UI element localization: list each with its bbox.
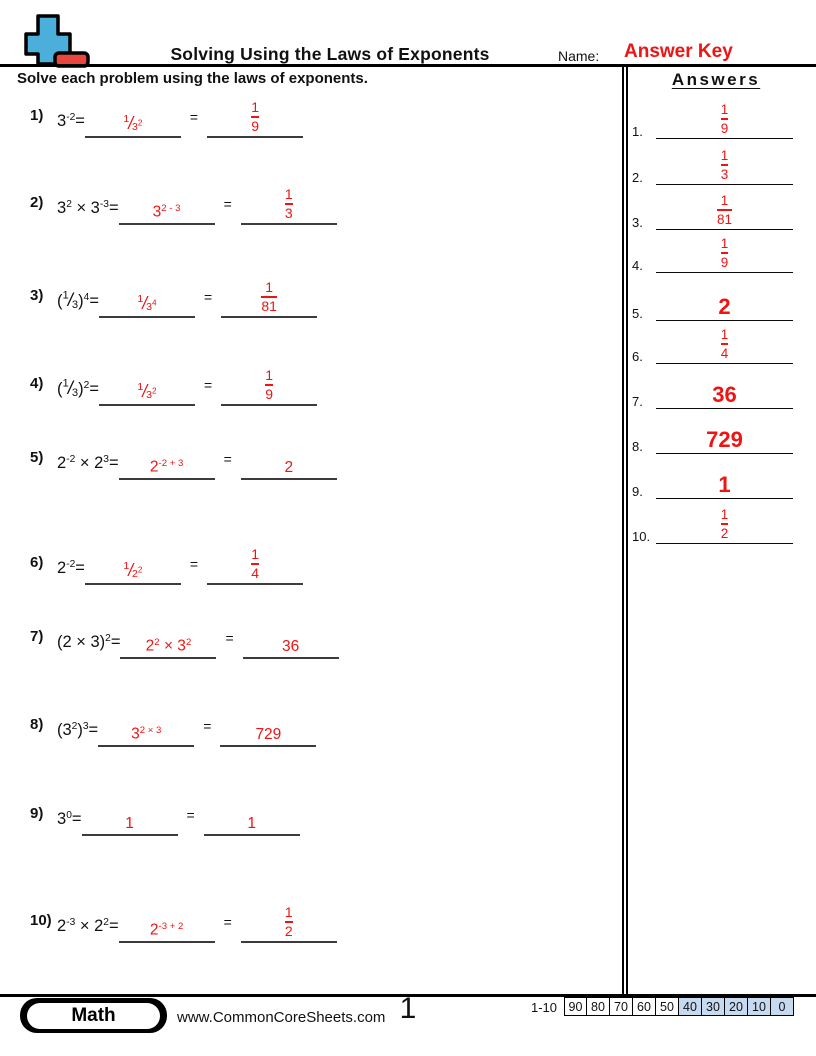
problem-expression bbox=[57, 289, 99, 311]
equals-sign: = bbox=[203, 718, 212, 734]
denominator: 2 bbox=[284, 923, 293, 939]
numerator: 1 bbox=[720, 507, 729, 523]
denominator: 9 bbox=[265, 386, 274, 402]
denominator: 81 bbox=[261, 298, 277, 314]
numerator: 1 bbox=[251, 546, 259, 563]
numerator: 1 bbox=[720, 193, 729, 209]
exponent: 4 bbox=[83, 292, 90, 304]
answer-row bbox=[630, 459, 796, 499]
math-text: ( bbox=[57, 379, 63, 398]
fraction-bar bbox=[721, 252, 729, 254]
slash-fraction bbox=[137, 292, 157, 314]
problem-expression bbox=[57, 633, 120, 652]
work-answer bbox=[131, 726, 161, 745]
denominator-exponent: 2 bbox=[137, 565, 143, 575]
header-rule bbox=[0, 64, 816, 67]
equals-sign: = bbox=[203, 289, 213, 305]
fraction-slash: / bbox=[142, 292, 148, 313]
work-blank bbox=[85, 96, 181, 138]
score-cell: 50 bbox=[656, 997, 679, 1016]
exponent: -3 bbox=[99, 199, 109, 211]
problem-number: 9) bbox=[30, 805, 44, 822]
answer-value bbox=[656, 149, 793, 181]
math-text: 2 bbox=[149, 458, 159, 476]
answer-value bbox=[656, 384, 793, 406]
answer-row bbox=[630, 233, 796, 273]
page-number: 1 bbox=[399, 992, 417, 1025]
equals-sign: = bbox=[186, 807, 195, 823]
equals-sign: = bbox=[203, 377, 213, 393]
answer-number: 9. bbox=[632, 484, 643, 499]
work-answer bbox=[123, 113, 142, 136]
work-answer bbox=[146, 638, 192, 657]
math-text: 3 bbox=[152, 203, 162, 221]
answer-value bbox=[656, 328, 793, 360]
answer-line bbox=[656, 138, 793, 139]
fraction-slash: / bbox=[142, 380, 148, 401]
answer-value bbox=[656, 103, 793, 135]
math-text: × 2 bbox=[75, 454, 104, 472]
math-text: ) bbox=[78, 291, 84, 310]
answer-number: 5. bbox=[632, 306, 643, 321]
problem-expression bbox=[57, 377, 99, 399]
slash-fraction bbox=[123, 559, 143, 581]
problem-number: 8) bbox=[30, 716, 44, 733]
problem-row bbox=[30, 96, 303, 138]
math-text: 1 bbox=[247, 814, 257, 832]
numerator: 1 bbox=[265, 279, 274, 296]
exponent: -3 + 2 bbox=[158, 920, 184, 932]
answer-row bbox=[630, 504, 796, 544]
problem-expression bbox=[57, 199, 119, 218]
stacked-fraction bbox=[261, 280, 277, 313]
problem-number: 2) bbox=[30, 194, 44, 211]
problem-expression bbox=[57, 559, 85, 578]
work-blank bbox=[98, 705, 194, 747]
stacked-fraction bbox=[265, 368, 273, 401]
numerator: 1 bbox=[284, 904, 293, 921]
website-text: www.CommonCoreSheets.com bbox=[177, 1009, 386, 1026]
math-text: 1 bbox=[718, 472, 731, 497]
exponent: 2 bbox=[66, 199, 72, 211]
fraction-bar bbox=[721, 343, 729, 345]
exponent: -2 bbox=[66, 454, 76, 466]
answer-line bbox=[656, 272, 793, 273]
problem-number: 6) bbox=[30, 554, 44, 571]
math-text: 2 bbox=[284, 458, 294, 476]
name-label: Name: bbox=[558, 48, 600, 64]
work-blank bbox=[85, 543, 181, 585]
denominator: 9 bbox=[251, 118, 259, 134]
math-text: (3 bbox=[57, 721, 72, 739]
numerator: 1 bbox=[123, 559, 130, 572]
numerator: 1 bbox=[720, 148, 729, 164]
math-text: 2 bbox=[149, 921, 159, 939]
stacked-fraction bbox=[717, 194, 732, 226]
score-cell: 70 bbox=[610, 997, 633, 1016]
work-answer bbox=[153, 204, 181, 223]
numerator: 1 bbox=[720, 327, 729, 343]
result-answer bbox=[284, 460, 293, 479]
result-answer bbox=[251, 100, 259, 136]
math-text: ) bbox=[78, 379, 84, 398]
score-cell: 60 bbox=[633, 997, 656, 1016]
fraction-slash: / bbox=[128, 112, 134, 133]
subject-label: Math bbox=[27, 1003, 160, 1029]
math-text: = bbox=[75, 112, 85, 130]
exponent: -2 bbox=[66, 559, 76, 571]
numerator: 1 bbox=[265, 367, 274, 384]
problem-number: 3) bbox=[30, 287, 44, 304]
result-blank bbox=[221, 276, 317, 318]
stacked-fraction bbox=[285, 905, 293, 938]
math-text: = bbox=[110, 633, 121, 651]
score-cell: 30 bbox=[702, 997, 725, 1016]
stacked-fraction bbox=[721, 328, 729, 360]
fraction-slash: / bbox=[67, 376, 73, 398]
math-text: × 3 bbox=[159, 637, 186, 655]
math-text: = bbox=[108, 917, 119, 935]
problem-row bbox=[30, 438, 337, 480]
equals-sign: = bbox=[189, 556, 199, 572]
answer-value bbox=[656, 296, 793, 318]
equals-sign: = bbox=[223, 451, 232, 467]
problem-row bbox=[30, 617, 339, 659]
answer-value bbox=[656, 429, 793, 451]
subject-badge bbox=[20, 998, 167, 1033]
answer-value bbox=[656, 474, 793, 496]
instruction-text: Solve each problem using the laws of exponents. bbox=[17, 70, 368, 87]
answer-line bbox=[656, 184, 793, 185]
problem-number: 7) bbox=[30, 628, 44, 645]
math-text: = bbox=[71, 810, 82, 828]
problem-expression bbox=[57, 454, 119, 473]
answer-number: 3. bbox=[632, 215, 643, 230]
work-blank bbox=[120, 617, 216, 659]
math-text: = bbox=[88, 721, 99, 739]
stacked-fraction bbox=[721, 508, 729, 540]
problem-expression bbox=[57, 917, 119, 936]
answer-value bbox=[656, 194, 793, 226]
exponent: 3 bbox=[82, 721, 89, 733]
numerator: 1 bbox=[137, 380, 144, 393]
fraction-slash: / bbox=[67, 288, 73, 310]
answer-row bbox=[630, 369, 796, 409]
numerator: 1 bbox=[62, 377, 69, 390]
answer-row bbox=[630, 99, 796, 139]
exponent: 2 bbox=[83, 380, 90, 392]
exponent: 2 bbox=[103, 917, 109, 929]
denominator: 2 bbox=[720, 525, 729, 541]
work-blank bbox=[119, 438, 215, 480]
answer-row bbox=[630, 145, 796, 185]
answer-row bbox=[630, 281, 796, 321]
denominator-exponent: 2 bbox=[137, 118, 143, 128]
result-blank bbox=[207, 96, 303, 138]
math-text: 729 bbox=[255, 725, 282, 743]
denominator: 9 bbox=[720, 120, 729, 136]
slash-fraction bbox=[137, 380, 157, 402]
answer-value bbox=[656, 237, 793, 269]
denominator: 4 bbox=[251, 565, 259, 581]
score-cell: 90 bbox=[564, 997, 587, 1016]
work-answer bbox=[150, 459, 183, 478]
math-text: 3 bbox=[131, 725, 140, 743]
problem-row bbox=[30, 901, 337, 943]
result-answer bbox=[265, 368, 273, 404]
result-answer bbox=[247, 816, 256, 835]
answers-title: Answers bbox=[671, 70, 761, 89]
exponent: -2 bbox=[66, 112, 76, 124]
denominator: $3^2$ bbox=[146, 386, 157, 402]
fraction-bar bbox=[717, 209, 732, 211]
work-blank bbox=[99, 364, 195, 406]
math-text: 2 bbox=[57, 454, 67, 472]
score-table bbox=[564, 997, 794, 1016]
result-answer bbox=[261, 280, 277, 316]
answers-divider bbox=[622, 67, 628, 994]
result-blank bbox=[204, 794, 300, 836]
problem-number: 1) bbox=[30, 107, 44, 124]
problem-number: 10) bbox=[30, 912, 52, 929]
math-text: 36 bbox=[712, 382, 737, 407]
work-blank bbox=[99, 276, 195, 318]
problem-row bbox=[30, 183, 337, 225]
result-blank bbox=[220, 705, 316, 747]
slash-fraction bbox=[123, 112, 143, 134]
math-text: = bbox=[89, 379, 99, 398]
math-text: 729 bbox=[706, 427, 743, 452]
answer-line bbox=[656, 363, 793, 364]
answer-number: 8. bbox=[632, 439, 643, 454]
fraction-slash: / bbox=[128, 559, 134, 580]
result-answer bbox=[285, 187, 293, 223]
answer-number: 1. bbox=[632, 124, 643, 139]
plus-minus-logo-icon bbox=[22, 12, 92, 70]
score-cell: 80 bbox=[587, 997, 610, 1016]
exponent: 0 bbox=[66, 810, 72, 822]
fraction-bar bbox=[721, 523, 729, 525]
numerator: 1 bbox=[720, 236, 729, 252]
problem-row bbox=[30, 794, 300, 836]
answer-row bbox=[630, 190, 796, 230]
result-blank bbox=[241, 183, 337, 225]
stacked-fraction bbox=[251, 100, 259, 133]
page-title: Solving Using the Laws of Exponents bbox=[170, 44, 490, 64]
result-answer bbox=[255, 727, 281, 746]
answer-number: 6. bbox=[632, 349, 643, 364]
numerator: 1 bbox=[251, 99, 259, 116]
answer-number: 7. bbox=[632, 394, 643, 409]
exponent: 2 - 3 bbox=[161, 202, 181, 214]
exponent: 2 × 3 bbox=[139, 724, 162, 736]
score-cell: 40 bbox=[679, 997, 702, 1016]
score-cell: 0 bbox=[771, 997, 794, 1016]
numerator: 1 bbox=[123, 112, 130, 125]
exponent: -3 bbox=[66, 917, 76, 929]
denominator-exponent: 4 bbox=[151, 298, 157, 308]
math-text: 1 bbox=[125, 814, 134, 832]
stacked-fraction bbox=[721, 237, 729, 269]
fraction-bar bbox=[721, 164, 729, 166]
stacked-fraction bbox=[251, 547, 259, 580]
fraction-bar bbox=[721, 118, 729, 120]
result-answer bbox=[282, 639, 299, 658]
work-answer bbox=[137, 381, 156, 404]
exponent: 3 bbox=[103, 454, 109, 466]
answer-number: 4. bbox=[632, 258, 643, 273]
answer-number: 10. bbox=[632, 529, 651, 544]
work-answer bbox=[125, 816, 134, 835]
problem-expression bbox=[57, 721, 98, 740]
math-text: 3 bbox=[57, 199, 67, 217]
denominator: $3^2$ bbox=[132, 118, 143, 134]
denominator: $3^4$ bbox=[146, 298, 157, 314]
denominator: 4 bbox=[720, 345, 729, 361]
math-text: = bbox=[75, 559, 85, 577]
numerator: 1 bbox=[720, 102, 729, 118]
result-blank bbox=[207, 543, 303, 585]
denominator: 3 bbox=[71, 387, 79, 399]
math-text: 3 bbox=[57, 112, 67, 130]
score-range-label: 1-10 bbox=[531, 1000, 558, 1015]
stacked-fraction bbox=[721, 149, 729, 181]
answer-line bbox=[656, 453, 793, 454]
math-text: (2 × 3) bbox=[57, 633, 106, 651]
work-blank bbox=[119, 183, 215, 225]
math-text: × 2 bbox=[75, 917, 104, 935]
denominator: 3 bbox=[284, 205, 293, 221]
math-text: 2 bbox=[57, 917, 67, 935]
math-text: 36 bbox=[282, 637, 300, 655]
exponent: 2 bbox=[105, 633, 111, 645]
numerator: 1 bbox=[284, 186, 293, 203]
answer-row bbox=[630, 324, 796, 364]
answer-line bbox=[656, 498, 793, 499]
denominator-exponent: 2 bbox=[151, 386, 157, 396]
result-blank bbox=[221, 364, 317, 406]
math-text: = bbox=[89, 291, 99, 310]
denominator: $2^2$ bbox=[132, 565, 143, 581]
exponent: 2 bbox=[71, 721, 78, 733]
result-answer bbox=[285, 905, 293, 941]
denominator: 81 bbox=[716, 211, 733, 227]
result-blank bbox=[241, 438, 337, 480]
math-text: 2 bbox=[145, 637, 155, 655]
answer-key-label: Answer Key bbox=[624, 41, 733, 62]
equals-sign: = bbox=[223, 914, 232, 930]
math-text: = bbox=[108, 199, 119, 217]
exponent: 2 bbox=[185, 636, 192, 648]
slash-fraction bbox=[62, 288, 79, 311]
answer-line bbox=[656, 543, 793, 544]
slash-fraction bbox=[62, 376, 79, 399]
problem-row bbox=[30, 705, 316, 747]
stacked-fraction bbox=[285, 187, 293, 220]
answer-value bbox=[656, 508, 793, 540]
numerator: 1 bbox=[137, 292, 144, 305]
score-cell: 10 bbox=[748, 997, 771, 1016]
answer-line bbox=[656, 229, 793, 230]
answer-line bbox=[656, 320, 793, 321]
math-text: 2 bbox=[718, 294, 731, 319]
math-text: 2 bbox=[57, 559, 67, 577]
score-cell: 20 bbox=[725, 997, 748, 1016]
numerator: 1 bbox=[62, 289, 69, 302]
math-text: ( bbox=[57, 291, 63, 310]
problem-row bbox=[30, 543, 303, 585]
problem-expression bbox=[57, 112, 85, 131]
math-text: × 3 bbox=[71, 199, 100, 217]
work-answer bbox=[150, 922, 183, 941]
equals-sign: = bbox=[189, 109, 199, 125]
problem-number: 5) bbox=[30, 449, 44, 466]
problem-expression bbox=[57, 810, 82, 829]
denominator: 3 bbox=[71, 299, 79, 311]
denominator: 9 bbox=[720, 254, 729, 270]
math-text: 3 bbox=[57, 810, 67, 828]
answer-row bbox=[630, 414, 796, 454]
exponent: 2 bbox=[154, 636, 160, 648]
answer-line bbox=[656, 408, 793, 409]
answer-number: 2. bbox=[632, 170, 643, 185]
problem-row bbox=[30, 276, 317, 318]
work-answer bbox=[137, 293, 156, 316]
math-text: = bbox=[108, 454, 119, 472]
equals-sign: = bbox=[223, 196, 232, 212]
equals-sign: = bbox=[225, 630, 234, 646]
work-blank bbox=[119, 901, 215, 943]
work-answer bbox=[123, 560, 142, 583]
stacked-fraction bbox=[721, 103, 729, 135]
result-answer bbox=[251, 547, 259, 583]
denominator: 3 bbox=[720, 166, 729, 182]
result-blank bbox=[243, 617, 339, 659]
work-blank bbox=[82, 794, 178, 836]
problem-number: 4) bbox=[30, 375, 44, 392]
result-blank bbox=[241, 901, 337, 943]
problem-row bbox=[30, 364, 317, 406]
exponent: -2 + 3 bbox=[158, 457, 184, 469]
math-text: ) bbox=[77, 721, 83, 739]
